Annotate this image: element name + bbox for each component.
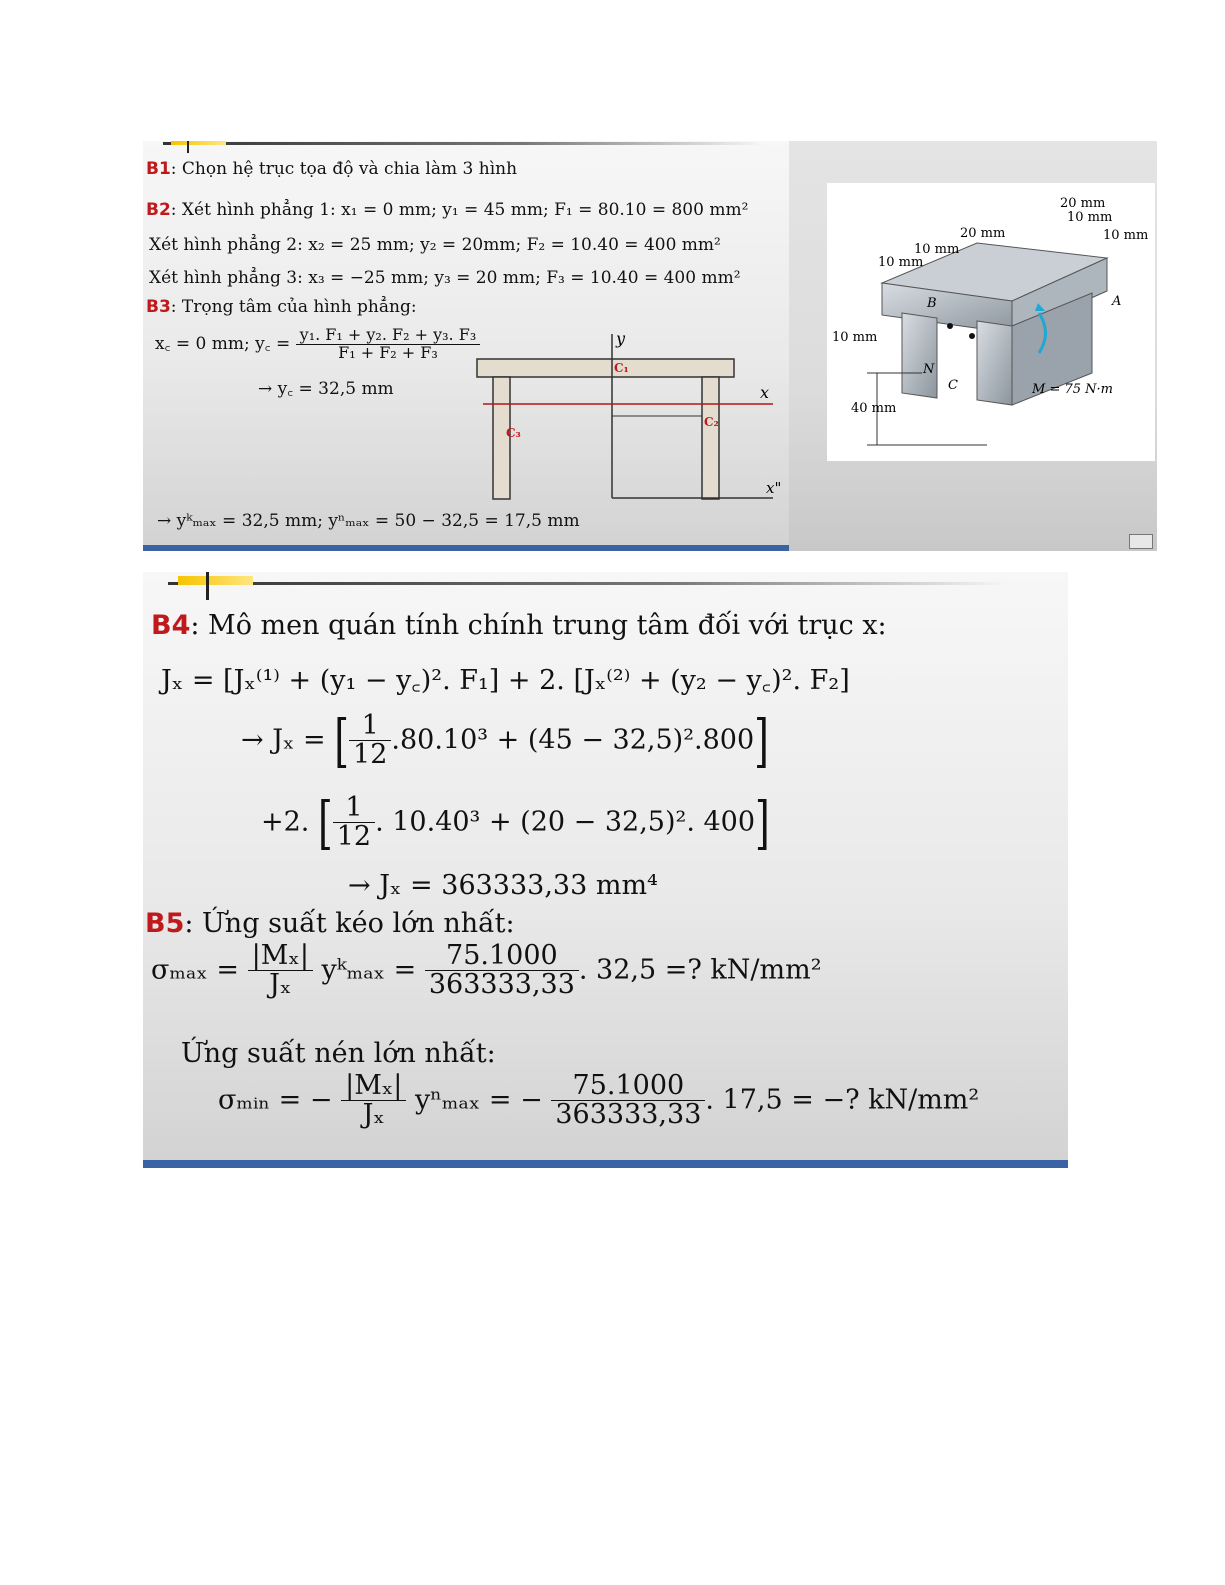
point-b: [947, 323, 953, 329]
shape-3-line: Xét hình phẳng 3: x₃ = −25 mm; y₃ = 20 mm; F₃ = 10.40 = 400 mm²: [149, 268, 741, 288]
flange-shape: [477, 359, 734, 377]
moment-label: M = 75 N·m: [1032, 382, 1113, 397]
compress-title: Ứng suất nén lớn nhất:: [181, 1038, 496, 1069]
centroid-formula: x꜀ = 0 mm; y꜀ = $\frac{\text{y₁. F₁ + y₂. F₂ + y₃. F₃}}{\text{F₁ + F₂ + F₃}}$: [155, 327, 480, 362]
beam-drawing: [827, 183, 1155, 461]
slide-decoration-bar: [206, 572, 209, 600]
x-prime-label: x": [766, 479, 782, 497]
step-b5: B5: Ứng suất kéo lớn nhất:: [145, 908, 515, 939]
beam-figure: [827, 183, 1155, 461]
slide-stress: [143, 572, 1068, 1168]
point-label: A: [1112, 294, 1122, 309]
beam-web-right: [977, 321, 1012, 405]
dim-label: 40 mm: [851, 401, 897, 416]
c2-label: C₂: [704, 415, 719, 429]
jx-formula: Jₓ = [Jₓ⁽¹⁾ + (y₁ − y꜀)². F₁] + 2. [Jₓ⁽²⁾ + (y₂ − y꜀)². F₂]: [161, 665, 850, 696]
slide-bottom-bar: [143, 545, 789, 551]
dim-label: 10 mm: [1103, 228, 1149, 243]
step-b2: B2: Xét hình phẳng 1: x₁ = 0 mm; y₁ = 45 mm; F₁ = 80.10 = 800 mm²: [146, 200, 749, 220]
shape-2-line: Xét hình phẳng 2: x₂ = 25 mm; y₂ = 20mm; F₂ = 10.40 = 400 mm²: [149, 235, 721, 255]
dim-label: 20 mm: [1060, 196, 1106, 211]
slide-centroid: [143, 141, 789, 551]
ymax-values: → yᵏₘₐₓ = 32,5 mm; yⁿₘₐₓ = 50 − 32,5 = 17,5 mm: [157, 511, 580, 531]
point-label: C: [948, 378, 958, 393]
step-b1: B1: Chọn hệ trục tọa độ và chia làm 3 hình: [146, 159, 518, 179]
sigma-min-formula: σₘᵢₙ = − $\frac{\text{|Mₓ|}}{\text{Jₓ}}$ yⁿₘₐₓ = − $\frac{75.1000}{363333,33}$ . 17,5 = −? kN/mm²: [218, 1070, 980, 1131]
web-right-shape: [702, 377, 719, 499]
slide-corner-icon: [1129, 534, 1153, 549]
t-section-diagram: [473, 326, 789, 506]
c1-label: C₁: [614, 361, 629, 375]
point-label: N: [923, 362, 935, 377]
dim-label: 20 mm: [960, 226, 1006, 241]
slide-decoration: [171, 141, 226, 145]
slide-bottom-bar: [143, 1160, 1068, 1168]
dim-label: 10 mm: [878, 255, 924, 270]
x-axis-label: x: [760, 383, 770, 402]
slide-top-line: [168, 582, 1008, 585]
yc-result: → y꜀ = 32,5 mm: [258, 379, 394, 399]
step-b3: B3: Trọng tâm của hình phẳng:: [146, 297, 417, 317]
beam-web-left: [902, 313, 937, 398]
centroid-point: [969, 333, 975, 339]
slide-decoration-bar: [187, 141, 189, 153]
jx-line-2: +2. [ $\frac{1}{12}$ . 10.40³ + (20 − 32,5)². 400]: [261, 789, 770, 856]
step-b4: B4: Mô men quán tính chính trung tâm đối với trục x:: [151, 610, 887, 641]
slide-decoration: [178, 576, 253, 585]
c3-label: C₃: [506, 426, 521, 440]
point-label: B: [927, 296, 937, 311]
jx-line-1: → Jₓ = [ $\frac{1}{12}$ .80.10³ + (45 − 32,5)².800]: [241, 707, 769, 774]
dim-label: 10 mm: [914, 242, 960, 257]
jx-result: → Jₓ = 363333,33 mm⁴: [348, 870, 658, 901]
slide-top-line: [163, 142, 763, 145]
y-axis-label: y: [616, 329, 626, 348]
dim-label: 10 mm: [1067, 210, 1113, 225]
dim-label: 10 mm: [832, 330, 878, 345]
sigma-max-formula: σₘₐₓ = $\frac{\text{|Mₓ|}}{\text{Jₓ}}$ yᵏₘₐₓ = $\frac{75.1000}{363333,33}$ . 32,5 =? kN/mm²: [151, 940, 822, 1001]
